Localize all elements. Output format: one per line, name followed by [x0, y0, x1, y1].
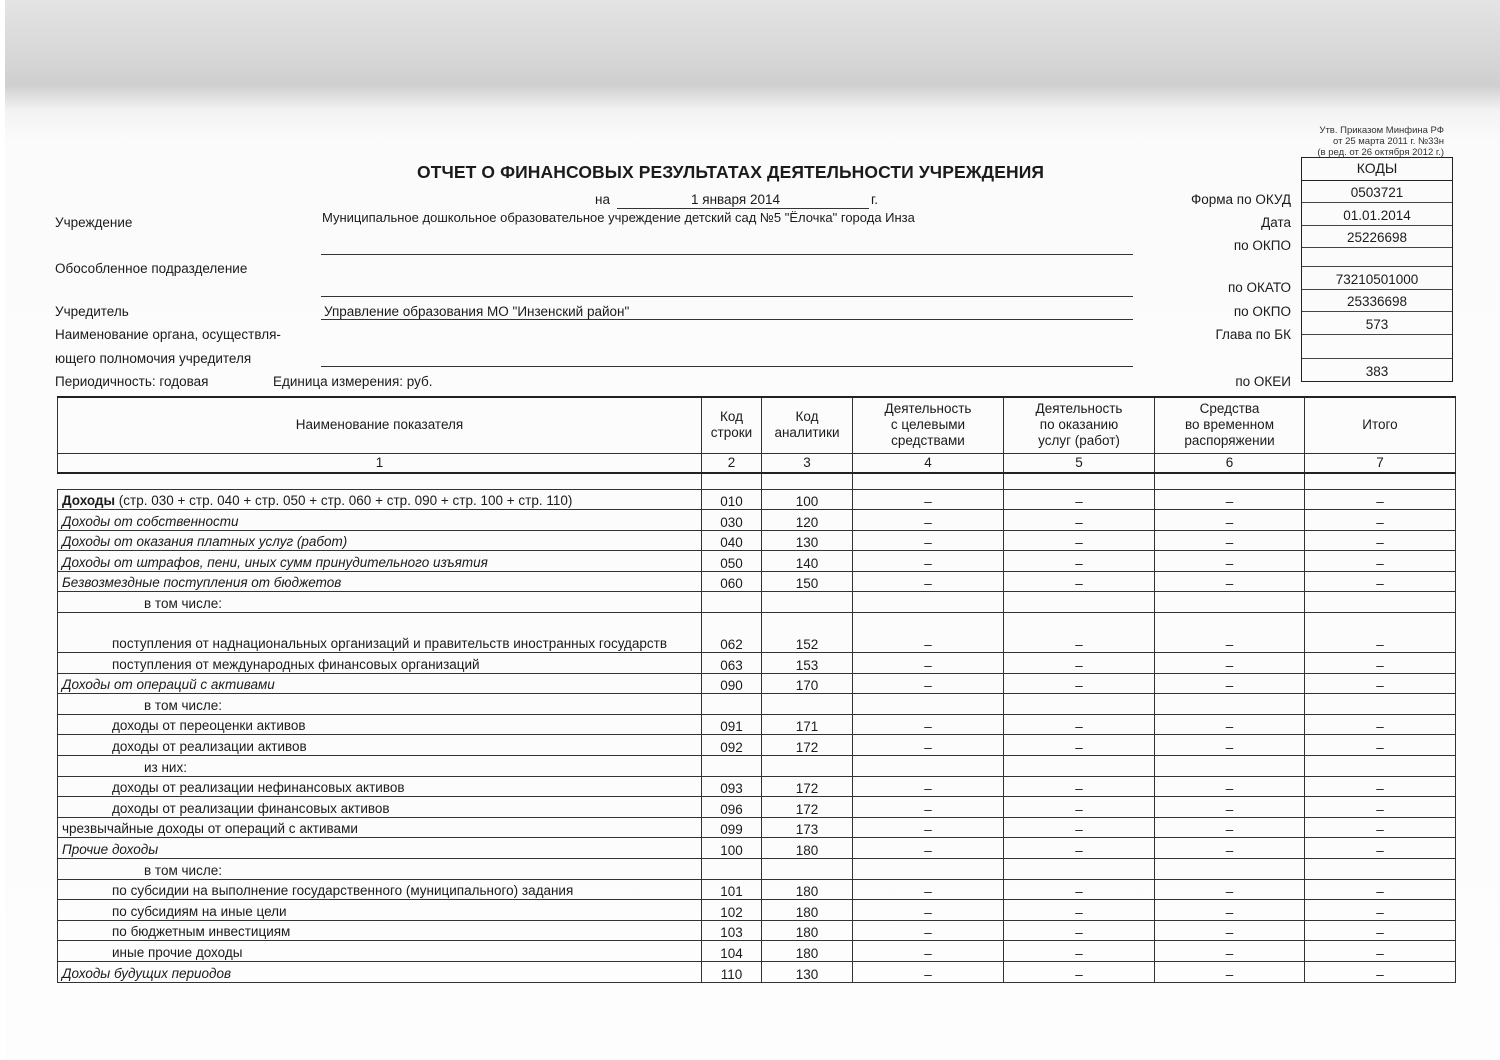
analytics-code: 170	[762, 673, 853, 694]
analytics-code: 172	[762, 776, 853, 797]
line-code: 092	[702, 735, 762, 756]
services-value: –	[1004, 879, 1155, 900]
total-value: –	[1305, 735, 1456, 756]
header-targeted-funds-3: средствами	[891, 433, 965, 449]
table-row	[58, 879, 1456, 900]
indicator-name	[58, 776, 702, 797]
indicator-name	[58, 592, 702, 613]
line-code: 060	[702, 571, 762, 592]
codes-header: КОДЫ	[1302, 158, 1452, 181]
targeted-funds-value: –	[853, 613, 1004, 653]
temporary-funds-value: –	[1155, 776, 1305, 797]
line-code: 010	[702, 489, 762, 510]
table-row	[58, 653, 1456, 674]
services-value: –	[1004, 797, 1155, 818]
header-temporary-funds-1: Средства	[1199, 401, 1260, 417]
targeted-funds-value: –	[853, 653, 1004, 674]
total-value: –	[1305, 530, 1456, 551]
services-value: –	[1004, 961, 1155, 982]
header-targeted-funds-2: с целевыми	[890, 417, 966, 433]
okei-value: 383	[1365, 364, 1389, 379]
targeted-funds-value: –	[853, 776, 1004, 797]
okato-value: 73210501000	[1302, 267, 1452, 290]
targeted-funds-value: –	[853, 551, 1004, 572]
line-code: 063	[702, 653, 762, 674]
table-row	[58, 838, 1456, 859]
table-row	[58, 920, 1456, 941]
services-value	[1004, 592, 1155, 613]
indicator-name	[58, 756, 702, 777]
indicator-name	[58, 510, 702, 531]
spacer-cell	[762, 473, 853, 489]
line-code: 050	[702, 551, 762, 572]
indicator-text: поступления от наднациональных организаций и правительств иностранных государств	[112, 636, 668, 652]
indicator-name	[58, 551, 702, 572]
indicator-name	[58, 838, 702, 859]
services-value: –	[1004, 653, 1155, 674]
services-value: –	[1004, 941, 1155, 962]
okpo-value: 25226698	[1302, 226, 1452, 249]
table-row	[58, 551, 1456, 572]
header-line-code	[702, 397, 762, 453]
indicator-text: Доходы от собственности	[62, 513, 239, 529]
indicator-text: по субсидиям на иные цели	[112, 903, 287, 919]
analytics-code: 180	[762, 920, 853, 941]
analytics-code: 180	[762, 941, 853, 962]
founder-value: Управление образования МО "Инзенский район"	[324, 304, 630, 319]
temporary-funds-value: –	[1155, 571, 1305, 592]
total-value: –	[1305, 838, 1456, 859]
indicator-text: доходы от реализации финансовых активов	[112, 800, 390, 816]
subdivision-underline	[321, 296, 1133, 297]
indicator-text: поступления от международных финансовых организаций	[112, 656, 480, 672]
targeted-funds-value: –	[853, 735, 1004, 756]
total-value: –	[1305, 551, 1456, 572]
line-code	[702, 694, 762, 715]
targeted-funds-value: –	[853, 797, 1004, 818]
total-value: –	[1305, 673, 1456, 694]
analytics-code: 173	[762, 817, 853, 838]
bk-value: 573	[1302, 312, 1452, 335]
line-code: 096	[702, 797, 762, 818]
analytics-code: 171	[762, 714, 853, 735]
header-analytics-code-2: аналитики	[774, 425, 840, 441]
services-value: –	[1004, 613, 1155, 653]
line-code: 101	[702, 879, 762, 900]
services-value: –	[1004, 571, 1155, 592]
institution-label: Учреждение	[55, 215, 133, 230]
indicator-text: иные прочие доходы	[112, 944, 243, 960]
okpo-label: по ОКПО	[1233, 238, 1291, 253]
temporary-funds-value: –	[1155, 714, 1305, 735]
indicator-text: Прочие доходы	[62, 842, 159, 857]
temporary-funds-value: –	[1155, 653, 1305, 674]
total-value	[1305, 694, 1456, 715]
approval-line-1: Утв. Приказом Минфина РФ	[1319, 125, 1444, 136]
header-services-2: по оказанию	[1039, 417, 1119, 433]
authority-underline	[321, 366, 1133, 367]
services-value	[1004, 756, 1155, 777]
okpo-founder-value: 25336698	[1302, 290, 1452, 313]
spacer-cell	[1004, 473, 1155, 489]
temporary-funds-value	[1155, 694, 1305, 715]
total-value: –	[1305, 489, 1456, 510]
services-value: –	[1004, 673, 1155, 694]
indicator-text: (стр. 030 + стр. 040 + стр. 050 + стр. 060 + стр. 090 + стр. 100 + стр. 110)	[118, 493, 573, 509]
temporary-funds-value: –	[1155, 489, 1305, 510]
approval-note	[1244, 125, 1444, 158]
spacer-row	[58, 473, 1456, 489]
total-value: –	[1305, 510, 1456, 531]
indicator-text: доходы от реализации активов	[112, 739, 307, 755]
document-page	[5, 0, 1500, 1060]
temporary-funds-value: –	[1155, 530, 1305, 551]
targeted-funds-value: –	[853, 817, 1004, 838]
table-row	[58, 961, 1456, 982]
table-row	[58, 694, 1456, 715]
temporary-funds-value: –	[1155, 817, 1305, 838]
total-value: –	[1305, 879, 1456, 900]
line-code: 100	[702, 838, 762, 859]
indicator-name	[58, 714, 702, 735]
services-value: –	[1004, 551, 1155, 572]
spacer-cell	[702, 473, 762, 489]
analytics-code: 180	[762, 879, 853, 900]
codes-box	[1301, 157, 1453, 382]
indicator-name	[58, 961, 702, 982]
services-value: –	[1004, 510, 1155, 531]
temporary-funds-value: –	[1155, 920, 1305, 941]
services-value: –	[1004, 900, 1155, 921]
header-services-1: Деятельность	[1035, 401, 1123, 417]
total-value: –	[1305, 920, 1456, 941]
total-value: –	[1305, 613, 1456, 653]
line-code: 103	[702, 920, 762, 941]
targeted-funds-value: –	[853, 489, 1004, 510]
header-services-3: услуг (работ)	[1038, 433, 1120, 449]
date-prefix: на	[595, 192, 610, 207]
table-row	[58, 756, 1456, 777]
indicator-text: чрезвычайные доходы от операций с активами	[62, 821, 358, 837]
okpo-founder-label: по ОКПО	[1233, 304, 1291, 319]
line-code: 091	[702, 714, 762, 735]
date-underline	[617, 208, 869, 209]
table-row	[58, 900, 1456, 921]
col-number: 1	[58, 453, 702, 473]
analytics-code: 120	[762, 510, 853, 531]
total-value: –	[1305, 817, 1456, 838]
indicator-text: в том числе:	[144, 697, 222, 713]
temporary-funds-value	[1155, 859, 1305, 880]
okato-label: по ОКАТО	[1227, 280, 1291, 295]
temporary-funds-value: –	[1155, 613, 1305, 653]
indicator-text: Доходы от оказания платных услуг (работ)	[62, 534, 348, 550]
indicator-name	[58, 735, 702, 756]
temporary-funds-value: –	[1155, 673, 1305, 694]
header-temporary-funds-3: распоряжении	[1184, 433, 1275, 449]
col-number: 3	[762, 453, 853, 473]
indicator-bold-title: Доходы	[62, 493, 116, 509]
indicator-name	[58, 920, 702, 941]
total-value	[1305, 859, 1456, 880]
targeted-funds-value: –	[853, 920, 1004, 941]
indicator-text: доходы от реализации нефинансовых активов	[112, 780, 405, 796]
col-number: 6	[1155, 453, 1305, 473]
authority-label-2: ющего полномочия учредителя	[55, 351, 252, 366]
analytics-code: 140	[762, 551, 853, 572]
financial-results-table	[57, 396, 1456, 983]
total-value	[1305, 592, 1456, 613]
line-code: 102	[702, 900, 762, 921]
line-code: 040	[702, 530, 762, 551]
analytics-code: 150	[762, 571, 853, 592]
header-services	[1004, 397, 1155, 453]
services-value: –	[1004, 776, 1155, 797]
table-row	[58, 613, 1456, 653]
total-value: –	[1305, 653, 1456, 674]
institution-underline	[321, 254, 1133, 255]
table-row	[58, 714, 1456, 735]
indicator-text: в том числе:	[144, 596, 222, 612]
indicator-text: по бюджетным инвестициям	[112, 924, 291, 940]
analytics-code: 180	[762, 838, 853, 859]
table-row	[58, 776, 1456, 797]
authority-label-1: Наименование органа, осуществля-	[55, 327, 281, 342]
total-value: –	[1305, 941, 1456, 962]
temporary-funds-value: –	[1155, 735, 1305, 756]
indicator-name	[58, 530, 702, 551]
blank-code-cell-2	[1302, 335, 1452, 359]
services-value	[1004, 694, 1155, 715]
total-value: –	[1305, 961, 1456, 982]
analytics-code: 172	[762, 735, 853, 756]
targeted-funds-value	[853, 756, 1004, 777]
analytics-code: 130	[762, 530, 853, 551]
analytics-code: 130	[762, 961, 853, 982]
analytics-code	[762, 592, 853, 613]
indicator-text: по субсидии на выполнение государственного (муниципального) задания	[112, 883, 574, 899]
table-row	[58, 489, 1456, 510]
indicator-name	[58, 797, 702, 818]
table-row	[58, 510, 1456, 531]
spacer-cell	[1305, 473, 1456, 489]
services-value: –	[1004, 489, 1155, 510]
total-value: –	[1305, 571, 1456, 592]
header-temporary-funds	[1155, 397, 1305, 453]
spacer-cell	[1155, 473, 1305, 489]
bk-label: Глава по БК	[1215, 327, 1291, 342]
targeted-funds-value	[853, 694, 1004, 715]
temporary-funds-value: –	[1155, 961, 1305, 982]
line-code: 090	[702, 673, 762, 694]
blank-code-cell	[1302, 248, 1452, 267]
targeted-funds-value: –	[853, 941, 1004, 962]
temporary-funds-value: –	[1155, 551, 1305, 572]
table-row	[58, 797, 1456, 818]
indicator-name	[58, 879, 702, 900]
spacer-cell	[58, 473, 702, 489]
approval-line-3: (в ред. от 26 октября 2012 г.)	[1317, 147, 1444, 158]
header-analytics-code-1: Код	[795, 409, 819, 425]
okud-value: 0503721	[1302, 181, 1452, 204]
services-value	[1004, 859, 1155, 880]
header-temporary-funds-2: во временном	[1185, 417, 1274, 433]
line-code	[702, 756, 762, 777]
line-code: 030	[702, 510, 762, 531]
analytics-code: 180	[762, 900, 853, 921]
services-value: –	[1004, 735, 1155, 756]
indicator-text: Доходы будущих периодов	[62, 965, 232, 981]
indicator-name	[58, 900, 702, 921]
line-code: 099	[702, 817, 762, 838]
temporary-funds-value: –	[1155, 879, 1305, 900]
indicator-text: в том числе:	[144, 862, 222, 878]
table-row	[58, 592, 1456, 613]
temporary-funds-value: –	[1155, 510, 1305, 531]
indicator-text: Безвозмездные поступления от бюджетов	[62, 575, 342, 591]
institution-value: Муниципальное дошкольное образовательное учреждение детский сад №5 "Ёлочка" города Инза	[322, 210, 915, 225]
temporary-funds-value: –	[1155, 797, 1305, 818]
total-value: –	[1305, 797, 1456, 818]
temporary-funds-value	[1155, 592, 1305, 613]
indicator-text: доходы от переоценки активов	[112, 718, 306, 734]
indicator-name	[58, 673, 702, 694]
date-value: 01.01.2014	[1302, 203, 1452, 226]
indicator-name	[58, 817, 702, 838]
indicator-name	[58, 489, 702, 510]
table-row	[58, 941, 1456, 962]
analytics-code	[762, 694, 853, 715]
col-number: 2	[702, 453, 762, 473]
col-number: 5	[1004, 453, 1155, 473]
table-row	[58, 735, 1456, 756]
indicator-name	[58, 613, 702, 653]
indicator-name	[58, 571, 702, 592]
okud-label: Форма по ОКУД	[1190, 192, 1291, 207]
targeted-funds-value	[853, 859, 1004, 880]
line-code: 104	[702, 941, 762, 962]
analytics-code: 172	[762, 797, 853, 818]
col-number: 7	[1305, 453, 1456, 473]
indicator-name	[58, 859, 702, 880]
table-row	[58, 859, 1456, 880]
total-value	[1305, 756, 1456, 777]
targeted-funds-value	[853, 592, 1004, 613]
targeted-funds-value: –	[853, 838, 1004, 859]
okei-label: по ОКЕИ	[1235, 374, 1291, 389]
targeted-funds-value: –	[853, 961, 1004, 982]
table-row	[58, 673, 1456, 694]
services-value: –	[1004, 920, 1155, 941]
founder-underline	[321, 319, 1133, 320]
table-row	[58, 571, 1456, 592]
indicator-text: из них:	[144, 759, 187, 775]
targeted-funds-value: –	[853, 571, 1004, 592]
temporary-funds-value: –	[1155, 838, 1305, 859]
targeted-funds-value: –	[853, 673, 1004, 694]
line-code	[702, 592, 762, 613]
header-total: Итого	[1305, 397, 1456, 453]
line-code: 062	[702, 613, 762, 653]
services-value: –	[1004, 838, 1155, 859]
header-analytics-code	[762, 397, 853, 453]
indicator-text: Доходы от операций с активами	[62, 677, 275, 693]
line-code	[702, 859, 762, 880]
approval-line-2: от 25 марта 2011 г. №33н	[1333, 136, 1444, 147]
analytics-code	[762, 756, 853, 777]
targeted-funds-value: –	[853, 714, 1004, 735]
periodicity: Периодичность: годовая	[55, 374, 209, 389]
table-row	[58, 530, 1456, 551]
table-row	[58, 817, 1456, 838]
services-value: –	[1004, 817, 1155, 838]
services-value: –	[1004, 530, 1155, 551]
report-title: ОТЧЕТ О ФИНАНСОВЫХ РЕЗУЛЬТАТАХ ДЕЯТЕЛЬНОСТИ УЧРЕЖДЕНИЯ	[417, 162, 1045, 182]
indicator-text: Доходы от штрафов, пени, иных сумм принудительного изъятия	[62, 554, 488, 570]
header-name: Наименование показателя	[58, 397, 702, 453]
line-code: 093	[702, 776, 762, 797]
indicator-name	[58, 941, 702, 962]
temporary-funds-value	[1155, 756, 1305, 777]
analytics-code	[762, 859, 853, 880]
indicator-name	[58, 694, 702, 715]
total-value: –	[1305, 714, 1456, 735]
header-line-code-2: строки	[710, 425, 753, 441]
total-value: –	[1305, 776, 1456, 797]
date-code-label: Дата	[1261, 215, 1291, 230]
analytics-code: 100	[762, 489, 853, 510]
targeted-funds-value: –	[853, 530, 1004, 551]
report-date: 1 января 2014	[691, 192, 781, 207]
col-number: 4	[853, 453, 1004, 473]
services-value: –	[1004, 714, 1155, 735]
header-targeted-funds-1: Деятельность	[884, 401, 972, 417]
temporary-funds-value: –	[1155, 941, 1305, 962]
spacer-cell	[853, 473, 1004, 489]
targeted-funds-value: –	[853, 900, 1004, 921]
total-value: –	[1305, 900, 1456, 921]
unit-of-measure: Единица измерения: руб.	[273, 374, 433, 389]
indicator-name	[58, 653, 702, 674]
date-suffix: г.	[871, 192, 879, 207]
temporary-funds-value: –	[1155, 900, 1305, 921]
analytics-code: 153	[762, 653, 853, 674]
header-targeted-funds	[853, 397, 1004, 453]
founder-label: Учредитель	[55, 304, 129, 319]
targeted-funds-value: –	[853, 879, 1004, 900]
subdivision-label: Обособленное подразделение	[55, 261, 248, 276]
header-line-code-1: Код	[720, 409, 743, 425]
analytics-code: 152	[762, 613, 853, 653]
line-code: 110	[702, 961, 762, 982]
targeted-funds-value: –	[853, 510, 1004, 531]
